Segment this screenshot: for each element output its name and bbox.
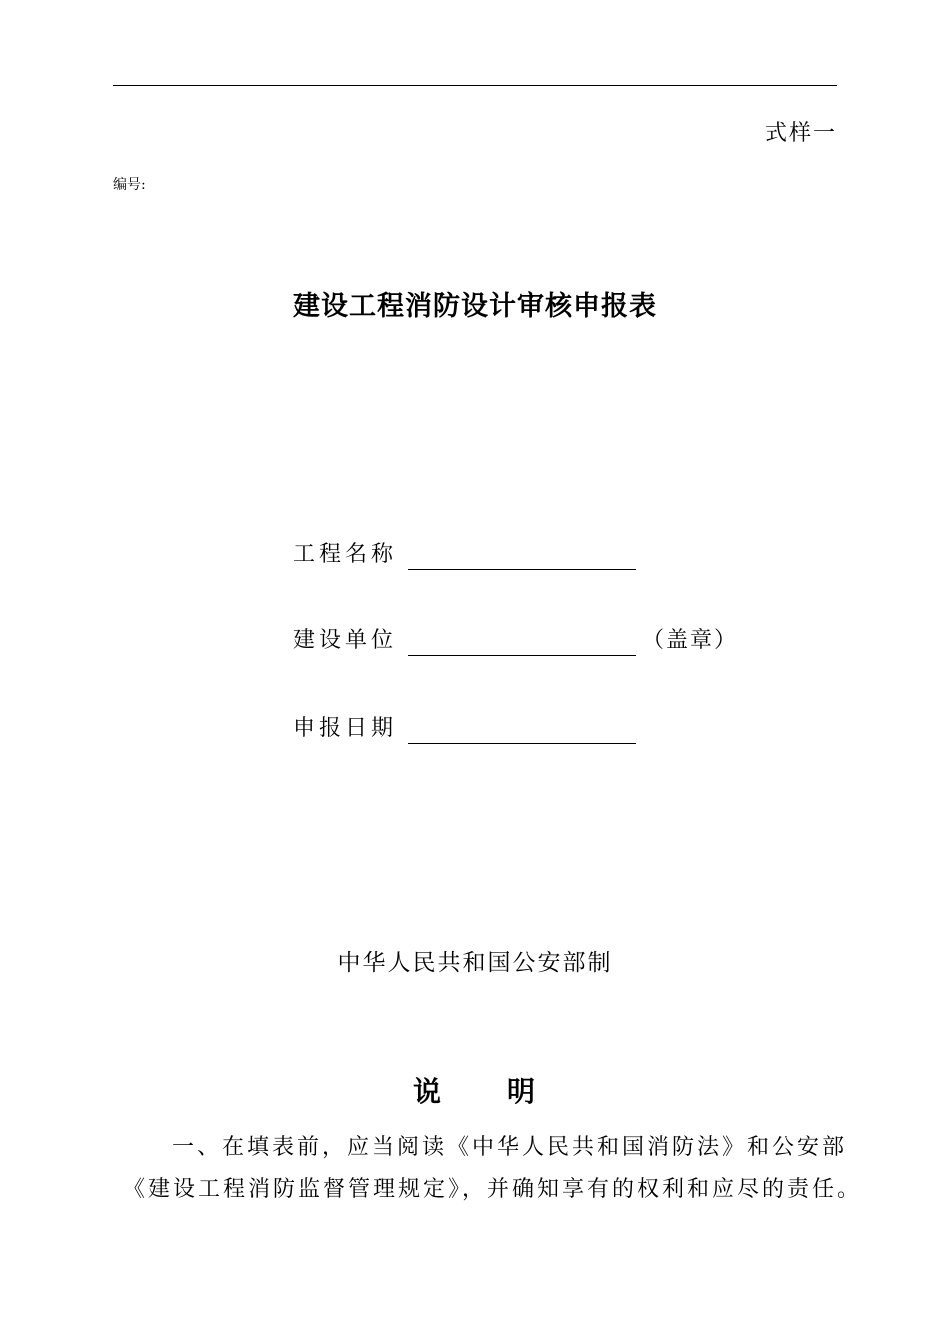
field-project-name [293, 536, 636, 570]
header-rule [113, 85, 837, 86]
field-submission-date [293, 710, 636, 744]
submission-date-blank[interactable] [408, 713, 636, 744]
document-title: 建设工程消防设计审核申报表 [293, 291, 657, 322]
notes-heading-left: 说 [412, 1075, 443, 1108]
notes-heading-right: 明 [507, 1075, 538, 1108]
document-number-label: 编号: [113, 177, 146, 193]
field-label: 建设单位 [293, 628, 398, 653]
notes-heading [0, 1070, 950, 1110]
notes-paragraph-line: 《建设工程消防监督管理规定》，并确知享有的权利和应尽的责任。 [123, 1177, 863, 1202]
field-construction-unit [293, 622, 738, 656]
field-label: 申报日期 [293, 716, 398, 741]
construction-unit-blank[interactable] [408, 625, 636, 656]
project-name-blank[interactable] [408, 539, 636, 570]
field-label: 工程名称 [293, 542, 398, 567]
sample-label: 式样一 [764, 121, 837, 146]
notes-paragraph-line: 一、在填表前，应当阅读《中华人民共和国消防法》和公安部 [172, 1135, 848, 1160]
issuer-line: 中华人民共和国公安部制 [337, 950, 613, 976]
seal-note: （盖章） [642, 628, 739, 653]
